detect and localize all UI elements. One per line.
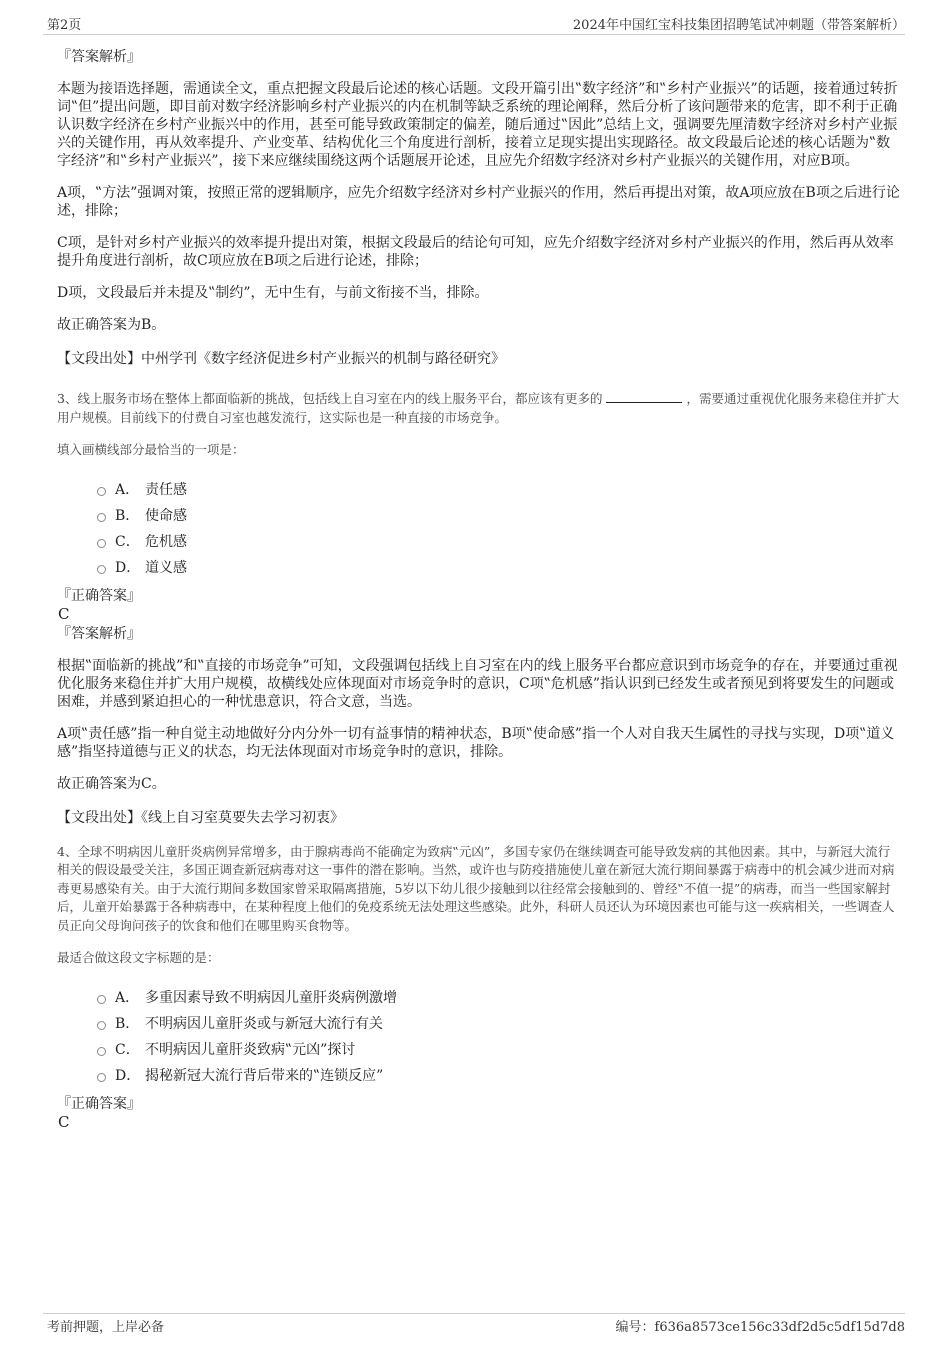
- radio-icon[interactable]: [97, 1021, 106, 1030]
- q3-prompt: 填入画横线部分最恰当的一项是：: [57, 442, 245, 457]
- q3-options: [57, 477, 900, 581]
- q3-answer: C: [58, 604, 70, 623]
- document-title: 2024年中国红宝科技集团招聘笔试冲刺题（带答案解析）: [572, 18, 905, 33]
- q4-option-c[interactable]: C． 不明病因儿童肝炎致病‟元凶”探讨: [97, 1037, 900, 1063]
- q3-blank: [606, 390, 682, 403]
- q3-analysis-label: 『答案解析』: [57, 625, 141, 642]
- document-code: 编号：f636a8573ce156c33df2d5c5df15d7d8: [615, 1320, 905, 1335]
- radio-icon[interactable]: [97, 487, 106, 496]
- q2-option-a-analysis: A项，‟方法”强调对策，按照正常的逻辑顺序，应先介绍数字经济对乡村产业振兴的作用，然后再提出对策，故A项应放在B项之后进行论述，排除；: [57, 185, 900, 219]
- page-content: [57, 48, 900, 1131]
- q3-option-b[interactable]: B． 使命感: [97, 503, 900, 529]
- radio-icon[interactable]: [97, 539, 106, 548]
- page-footer: [43, 1313, 905, 1335]
- q4-option-b[interactable]: B． 不明病因儿童肝炎或与新冠大流行有关: [97, 1011, 900, 1037]
- q2-source: 【文段出处】中州学刊《数字经济促进乡村产业振兴的机制与路径研究》: [57, 351, 505, 367]
- q3-other-options-analysis: A项‟责任感”指一种自觉主动地做好分内分外一切有益事情的精神状态，B项‟使命感”指一个人对自我天生属性的寻找与实现，D项‟道义感”指坚持道德与正义的状态，均无法体现面对市场竞争时的意识，排除。: [57, 725, 895, 760]
- radio-icon[interactable]: [97, 1073, 106, 1082]
- q4-options: [57, 985, 900, 1089]
- q3-answer-label: 『正确答案』: [57, 587, 141, 604]
- q3-option-c[interactable]: C． 危机感: [97, 529, 900, 555]
- q4-answer: C: [58, 1112, 70, 1131]
- q4-option-a[interactable]: A． 多重因素导致不明病因儿童肝炎病例激增: [97, 985, 900, 1011]
- q4-answer-label: 『正确答案』: [57, 1095, 141, 1112]
- q3-stem-after: ，需要通过重视优化服务来稳住并扩大用户规模。目前线下的付费自习室也越发流行，这实际也是一种直接的市场竞争。: [57, 391, 899, 425]
- q2-option-c-analysis: C项，是针对乡村产业振兴的效率提升提出对策，根据文段最后的结论句可知，应先介绍数字经济对乡村产业振兴的作用，然后再从效率提升角度进行剖析，故C项应放在B项之后进行论述，排除；: [57, 235, 894, 269]
- q3-conclusion: 故正确答案为C。: [57, 775, 166, 792]
- q2-analysis-label: 『答案解析』: [57, 49, 141, 65]
- q2-analysis: 本题为接语选择题，需通读全文，重点把握文段最后论述的核心话题。文段开篇引出‟数字经济”和‟乡村产业振兴”的话题，接着通过转折词‟但”提出问题，即目前对数字经济影响乡村产业振兴的内在机制等缺乏系统的理论阐释，然后分析了该问题带来的危害，即不利于正确认识数字经济在乡村产业振兴中的作用，甚至可能导致政策制定的偏差，随后通过‟因此”总结上文，强调要先厘清数字经济对乡村产业振兴的关键作用，再从效率提升、产业变革、结构优化三个角度进行剖析，接着立足现实提出实现路径。故文段最后论述的核心话题为‟数字经济”和‟乡村产业振兴”，接下来应继续围绕这两个话题展开论述，且应先介绍数字经济对乡村产业振兴的关键作用，对应B项。: [57, 81, 898, 169]
- q3-option-a[interactable]: A． 责任感: [97, 477, 900, 503]
- q3-source: 【文段出处】《线上自习室莫要失去学习初衷》: [57, 809, 344, 826]
- radio-icon[interactable]: [97, 513, 106, 522]
- page-header: [43, 12, 905, 35]
- page-number: 第2页: [47, 18, 82, 33]
- q3-stem: [57, 390, 900, 427]
- q4-prompt: 最适合做这段文字标题的是：: [57, 950, 220, 965]
- q2-option-d-analysis: D项，文段最后并未提及‟制约”，无中生有，与前文衔接不当，排除。: [57, 285, 489, 301]
- q3-option-d[interactable]: D． 道义感: [97, 555, 900, 581]
- radio-icon[interactable]: [97, 995, 106, 1004]
- q3-stem-before: 3、线上服务市场在整体上都面临新的挑战，包括线上自习室在内的线上服务平台，都应该有更多的: [57, 391, 603, 406]
- q4-option-d[interactable]: D． 揭秘新冠大流行背后带来的‟连锁反应”: [97, 1063, 900, 1089]
- radio-icon[interactable]: [97, 1047, 106, 1056]
- q3-analysis: 根据‟面临新的挑战”和‟直接的市场竞争”可知，文段强调包括线上自习室在内的线上服务平台都应意识到市场竞争的存在，并要通过重视优化服务来稳住并扩大用户规模，故横线处应体现面对市场竞争时的意识，C项‟危机感”指认识到已经发生或者预见到将要发生的问题或困难，并感到紧迫担心的一种忧患意识，符合文意，当选。: [57, 657, 898, 710]
- footer-slogan: 考前押题，上岸必备: [47, 1320, 165, 1335]
- q4-stem: 4、全球不明病因儿童肝炎病例异常增多，由于腺病毒尚不能确定为致病‟元凶”，多国专家仍在继续调查可能导致发病的其他因素。其中，与新冠大流行相关的假设最受关注，多国正调查新冠病毒对这一事件的潜在影响。当然，或许也与防疫措施使儿童在新冠大流行期间暴露于病毒中的机会减少进而对病毒更易感染有关。由于大流行期间多数国家曾采取隔离措施，5岁以下幼儿很少接触到以往经常会接触到的、曾经‟不值一提”的病毒，而当一些国家解封后，儿童开始暴露于各种病毒中，在某种程度上他们的免疫系统无法处理这些感染。此外，科研人员还认为环境因素也可能与这一疾病相关，一些调查人员正向父母询问孩子的饮食和他们在哪里购买食物等。: [57, 843, 895, 933]
- radio-icon[interactable]: [97, 565, 106, 574]
- q2-conclusion: 故正确答案为B。: [57, 317, 166, 333]
